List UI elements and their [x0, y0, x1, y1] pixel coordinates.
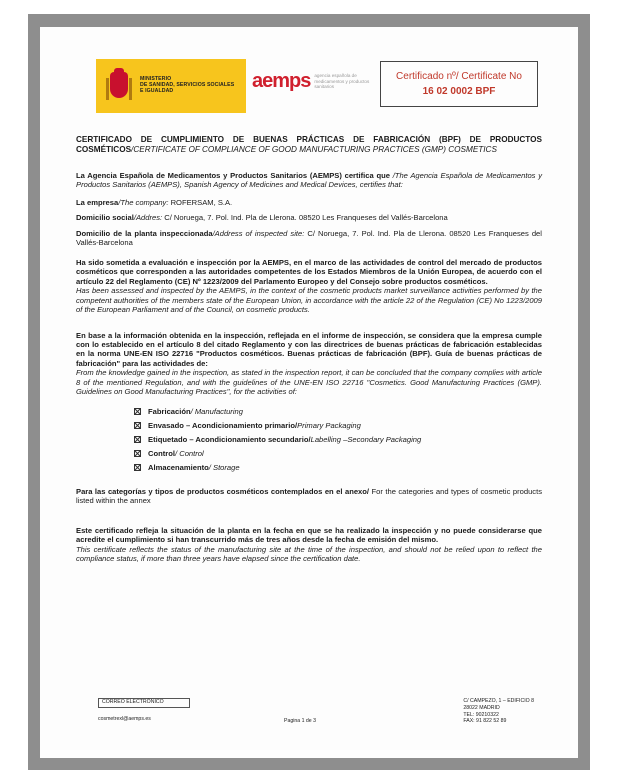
- activity-item: Fabricación / Manufacturing: [134, 405, 542, 419]
- certificate-page: [40, 27, 578, 758]
- document-footer: [76, 694, 542, 744]
- spain-crest-icon: [104, 66, 134, 106]
- ministry-logo: [96, 59, 246, 113]
- email-address: cosmetrexl@aemps.es: [98, 716, 151, 722]
- certificate-number-box: [380, 61, 538, 107]
- footer-address: C/ CAMPEZO, 1 – EDIFICIO 8 28022 MADRID TEL: 90210322 FAX: 91 822 52 89: [463, 698, 534, 725]
- inspection-paragraph: Ha sido sometida a evaluación e inspección por la AEMPS, en el marco de las actividades de control del mercado de productos cosméticos que corresponden a las autoridades competentes de los Estados Miembros de la Unión Europea, de acuerdo con el artículo 22 del Reglamento (CE) Nº 1223/2009 del Parlamento Europeo y del Consejo sobre productos cosméticos.: [76, 257, 542, 286]
- certificate-number: 16 02 0002 BPF: [422, 85, 496, 97]
- aemps-logo-text: agencia española de medicamentos y productos sanitarios: [314, 73, 370, 90]
- aemps-logo: [252, 69, 384, 94]
- validity-paragraph: Este certificado refleja la situación de la planta en la fecha en que se ha realizado la inspección y no puede considerarse que acredite el cumplimiento si han transcurrido más de tres años desde la fecha de emisión del mismo.: [76, 525, 542, 545]
- activity-item: Envasado – Acondicionamiento primario/ Primary Packaging: [134, 419, 542, 433]
- document-header: [76, 45, 542, 103]
- plant-address-line: Domicilio de la planta inspeccionada/Address of inspected site: C/ Noruega, 7. Pol. Ind. Pla de Llerona. 08520 Les Franqueses del Vallés-Barcelona: [76, 228, 542, 248]
- conclusion-paragraph-en: From the knowledge gained in the inspection, as stated in the inspection report, it can be concluded that the company complies with article 8 of the mentioned Regulation, and with the guidelines of the UNE-EN ISO 22716 "Cosmetics. Good Manufacturing Practices (GMP). Guidelines on Good Manufacturing Practices", for the activities of:: [76, 368, 542, 397]
- checked-box-icon: [134, 464, 141, 471]
- activity-item: Control / Control: [134, 447, 542, 461]
- categories-paragraph: Para las categorías y tipos de productos cosméticos contemplados en el anexo/ For the categories and types of cosmetic products listed within the annex: [76, 486, 542, 506]
- intro-paragraph: La Agencia Española de Medicamentos y Productos Sanitarios (AEMPS) certifica que /The Agencia Española de Medicamentos y Productos Sanitarios (AEMPS), Spanish Agency of Medicines and Medical Devices, certifies that:: [76, 170, 542, 190]
- ministry-name: MINISTERIO DE SANIDAD, SERVICIOS SOCIALES E IGUALDAD: [140, 76, 235, 94]
- inspection-paragraph-en: Has been assessed and inspected by the AEMPS, in the context of the cosmetic products market surveillance activities performed by the competent authorities of the members state of the European Union, in accordance with the article 22 of the Regulation (CE) No 1223/2009 of the European Parliament and of the Council, on cosmetic products.: [76, 286, 542, 315]
- checked-box-icon: [134, 436, 141, 443]
- validity-paragraph-en: This certificate reflects the status of the manufacturing site at the time of the inspection, and should not be relied upon to reflect the compliance status, if more than three years have elapsed since the certification date.: [76, 544, 542, 564]
- checked-box-icon: [134, 408, 141, 415]
- activity-item: Etiquetado – Acondicionamiento secundario/ Labelling –Secondary Packaging: [134, 433, 542, 447]
- company-line: La empresa/The company: ROFERSAM, S.A.: [76, 197, 233, 207]
- checked-box-icon: [134, 422, 141, 429]
- page-number: Pagina 1 de 3: [284, 718, 317, 724]
- aemps-logo-mark: aemps: [252, 70, 311, 92]
- certificate-number-label: Certificado nº/ Certificate No: [396, 71, 522, 82]
- conclusion-paragraph: En base a la información obtenida en la inspección, reflejada en el informe de inspección, se considera que la empresa cumple con lo establecido en el artículo 8 del citado Reglamento y con las directrices de buenas prácticas de fabricación establecidas en la norma UNE-EN ISO 22716 "Productos cosméticos. Buenas prácticas de fabricación (BPF). Guía de buenas prácticas de fabricación" para las actividades de:: [76, 330, 542, 368]
- email-label: CORREO ELECTRÓNICO: [98, 698, 190, 708]
- document-title: CERTIFICADO DE CUMPLIMIENTO DE BUENAS PRÁCTICAS DE FABRICACIÓN (BPF) DE PRODUCTOS COSMÉTICOS/CERTIFICATE OF COMPLIANCE OF GOOD MANUFACTURING PRACTICES (GMP) COSMETICS: [76, 135, 542, 154]
- social-address-line: Domicilio social/Addres: C/ Noruega, 7. Pol. Ind. Pla de Llerona. 08520 Les Franqueses del Vallés-Barcelona: [76, 213, 448, 223]
- checked-box-icon: [134, 450, 141, 457]
- activities-list: [134, 405, 542, 475]
- activity-item: Almacenamiento / Storage: [134, 461, 542, 475]
